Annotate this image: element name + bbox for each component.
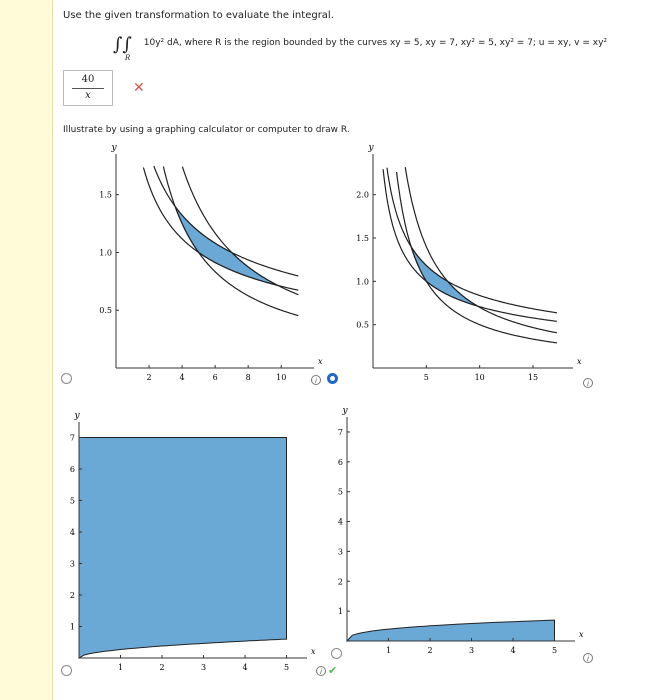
choice-a-graph	[78, 140, 328, 380]
boundary-curve-1	[397, 172, 557, 343]
y-tick-label: 6	[69, 464, 75, 474]
left-margin-strip	[0, 0, 53, 700]
x-tick-label: 5	[552, 646, 558, 655]
double-integral-symbol: ∫∫ R	[113, 36, 132, 54]
boundary-curve-3	[143, 168, 298, 291]
y-tick-label: 4	[337, 517, 343, 527]
choice-d-graph	[333, 405, 583, 655]
y-axis-label: y	[342, 406, 348, 416]
choice-a-radio[interactable]	[61, 373, 72, 384]
y-tick-label: 6	[337, 457, 343, 467]
x-tick-label: 10	[276, 373, 287, 382]
choice-c-info-icon[interactable]: i	[316, 666, 326, 676]
x-tick-label: 1	[117, 663, 124, 672]
y-tick-label: 2	[69, 590, 75, 600]
y-tick-label: 7	[337, 427, 343, 437]
answer-input[interactable]	[63, 70, 113, 106]
x-tick-label: 5	[284, 663, 290, 672]
answer-numerator: 40	[81, 74, 95, 85]
choice-a-info-icon[interactable]: i	[311, 375, 321, 385]
answer-denominator: x	[85, 90, 91, 101]
y-axis-label: y	[111, 143, 117, 153]
y-tick-label: 5	[69, 496, 75, 506]
x-tick-label: 4	[242, 663, 248, 672]
boundary-curve-2	[182, 167, 298, 295]
x-axis-label: x	[311, 647, 316, 656]
y-tick-label: 5	[337, 487, 343, 497]
choice-b-graph	[333, 140, 583, 380]
choice-b-radio[interactable]	[327, 373, 338, 384]
y-tick-label: 1	[69, 622, 75, 632]
x-tick-label: 2	[159, 663, 165, 672]
y-axis-label: y	[74, 411, 80, 421]
check-icon: ✔	[328, 664, 338, 677]
x-tick-label: 3	[468, 646, 475, 655]
y-tick-label: 1	[337, 607, 343, 617]
y-tick-label: 3	[69, 559, 75, 569]
region-subscript: R	[125, 54, 131, 62]
question-content	[53, 0, 654, 700]
y-tick-label: 0.5	[99, 306, 112, 316]
y-tick-label: 4	[69, 527, 75, 537]
x-tick-label: 2	[146, 373, 152, 382]
y-tick-label: 2	[337, 577, 343, 587]
y-tick-label: 1.5	[356, 234, 369, 243]
x-axis-label: x	[577, 357, 582, 366]
y-tick-label: 0.5	[356, 320, 369, 330]
choice-d-radio[interactable]	[331, 648, 342, 659]
boundary-curve-2	[405, 167, 557, 333]
region-image	[79, 438, 287, 659]
y-tick-label: 7	[69, 433, 75, 443]
integral-expression	[113, 34, 608, 62]
x-tick-label: 4	[510, 646, 516, 655]
y-axis-label: y	[368, 143, 374, 153]
illustrate-prompt: Illustrate by using a graphing calculator or computer to draw R.	[63, 125, 350, 135]
region-image	[347, 620, 555, 641]
x-tick-label: 15	[527, 373, 539, 382]
x-tick-label: 2	[427, 646, 433, 655]
x-tick-label: 3	[200, 663, 207, 672]
wrong-x-icon: ✕	[133, 80, 145, 96]
integrand-text: 10y² dA, where R is the region bounded by the curves xy = 5, xy = 7, xy² = 5, xy² = 7; u = xy, v = xy²	[143, 38, 608, 48]
choice-c-radio[interactable]	[61, 665, 72, 676]
choice-d-info-icon[interactable]: i	[583, 653, 593, 663]
y-tick-label: 3	[337, 547, 343, 557]
y-tick-label: 1.5	[99, 190, 112, 200]
y-tick-label: 1.0	[99, 248, 112, 258]
x-axis-label: x	[579, 630, 584, 639]
y-tick-label: 1.0	[356, 277, 369, 287]
boundary-curve-4	[387, 168, 557, 313]
x-tick-label: 5	[423, 373, 429, 382]
y-tick-label: 2.0	[356, 190, 369, 200]
x-tick-label: 10	[474, 373, 485, 382]
x-tick-label: 8	[245, 373, 251, 382]
question-prompt: Use the given transformation to evaluate the integral.	[63, 10, 334, 21]
x-axis-label: x	[318, 357, 323, 366]
choice-b-info-icon[interactable]: i	[583, 378, 593, 388]
x-tick-label: 1	[385, 646, 392, 655]
choice-c-graph	[65, 411, 316, 672]
x-tick-label: 4	[179, 373, 185, 382]
x-tick-label: 6	[212, 373, 218, 382]
fraction-bar	[72, 88, 104, 89]
